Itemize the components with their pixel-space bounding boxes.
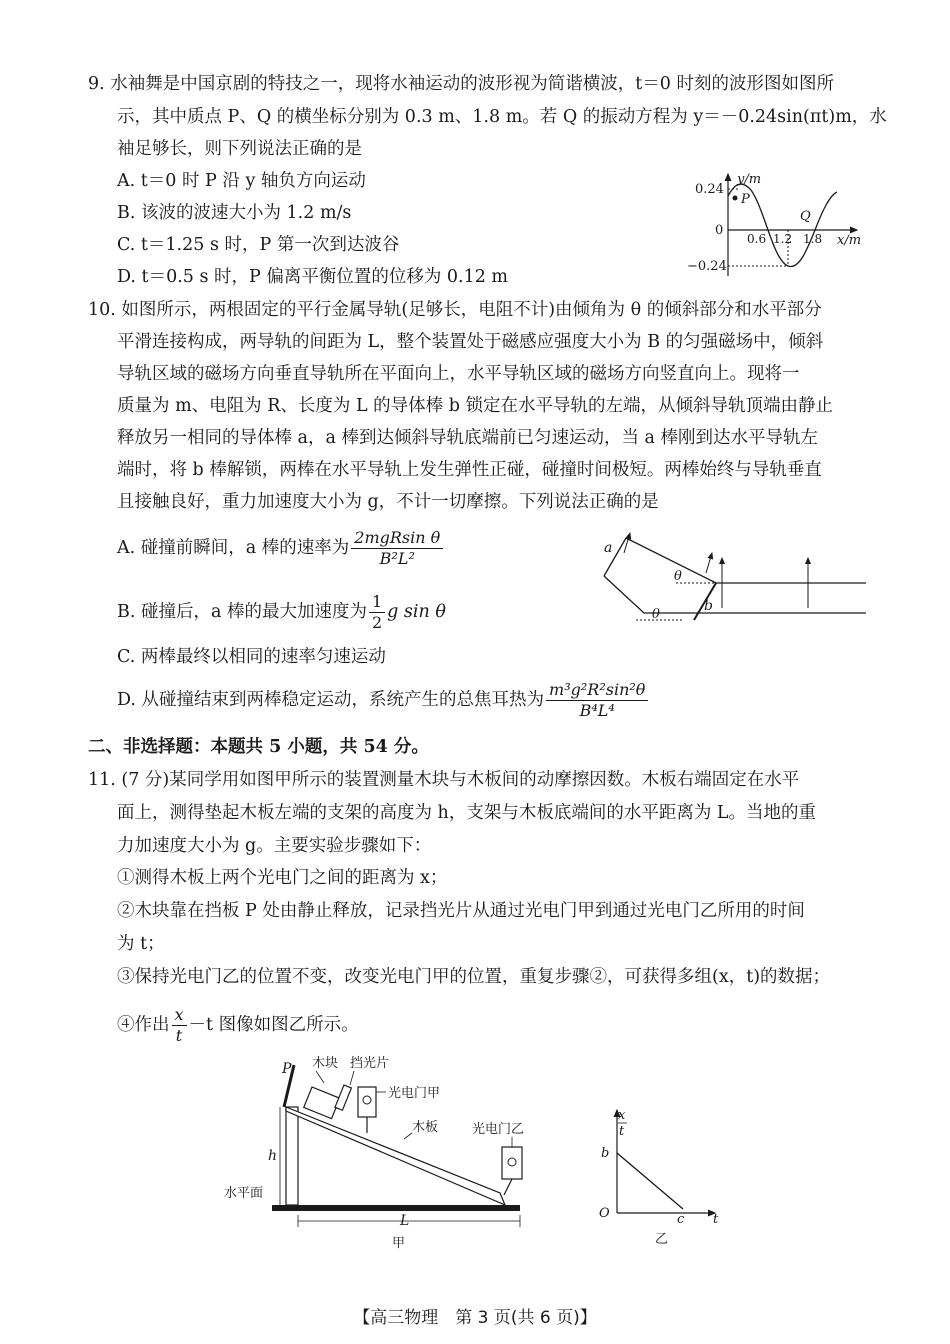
x-tick-0: 0.6 — [747, 232, 767, 246]
y-min-label: −0.24 — [687, 259, 727, 274]
q10-line5: 释放另一相同的导体棒 a，a 棒到达倾斜导轨底端前已匀速运动，当 a 棒刚到达水平导轨左 — [117, 428, 819, 448]
gate2-label: 光电门乙 — [472, 1122, 525, 1137]
y-axis-den: t — [619, 1124, 625, 1139]
point-p-dot — [733, 196, 738, 201]
q11-step2a: ②木块靠在挡板 P 处由静止释放，记录挡光片从通过光电门甲到通过光电门乙所用的时间 — [117, 901, 805, 921]
q10-option-d: D. 从碰撞结束到两棒稳定运动，系统产生的总焦耳热为 $\frac{\text{m³g²R²sin²θ}}{\text{B⁴L⁴}}$ — [117, 680, 650, 721]
t-axis-label: t — [713, 1212, 719, 1227]
intercept-b-label: b — [601, 1146, 610, 1161]
q9-line2: 示，其中质点 P、Q 的横坐标分别为 0.3 m、1.8 m。若 Q 的振动方程为 y＝－0.24sin(πt)m，水 — [117, 107, 887, 127]
page-footer: 【高三物理 第 3 页(共 6 页)】 — [353, 1308, 597, 1328]
q11-step1: ①测得木板上两个光电门之间的距离为 x； — [117, 868, 448, 888]
q10-line6: 端时，将 b 棒解锁，两棒在水平导轨上发生弹性正碰，碰撞时间极短。两棒始终与导轨垂直 — [117, 460, 822, 480]
board-label: 木板 — [412, 1120, 439, 1135]
rod-b-label: b — [704, 598, 713, 614]
q9-option-d: D. t＝0.5 s 时，P 偏离平衡位置的位移为 0.12 m — [117, 267, 509, 287]
fig-yi-caption: 乙 — [655, 1232, 669, 1247]
origin-label: 0 — [715, 223, 724, 238]
q10-line1: 10. 如图所示，两根固定的平行金属导轨(足够长，电阻不计)由倾角为 θ 的倾斜部分和水平部分 — [88, 300, 822, 320]
height-label: h — [268, 1148, 278, 1164]
origin-o-label: O — [599, 1206, 610, 1221]
theta-label-top: θ — [674, 569, 682, 584]
board-p-label: P — [282, 1061, 292, 1077]
q9-line1: 9. 水袖舞是中国京剧的特技之一，现将水袖运动的波形视为简谐横波，t＝0 时刻的波形图如图所 — [88, 74, 834, 94]
intercept-c-label: c — [677, 1212, 685, 1227]
y-axis-label: y/m — [737, 172, 762, 187]
length-label: L — [400, 1213, 410, 1229]
q10-line3: 导轨区域的磁场方向垂直导轨所在平面向上，水平导轨区域的磁场方向竖直向上。现将一 — [117, 364, 800, 384]
x-tick-1: 1.2 — [773, 232, 793, 246]
q9-option-a: A. t＝0 时 P 沿 y 轴负方向运动 — [117, 171, 366, 191]
q9-option-c: C. t＝1.25 s 时，P 第一次到达波谷 — [117, 235, 400, 255]
point-q-label: Q — [800, 209, 811, 224]
q10-line7: 且接触良好，重力加速度大小为 g，不计一切摩擦。下列说法正确的是 — [117, 492, 659, 512]
shutter-label: 挡光片 — [350, 1056, 390, 1071]
rod-a-label: a — [604, 540, 613, 556]
q10-line4: 质量为 m、电阻为 R、长度为 L 的导体棒 b 锁定在水平导轨的左端，从倾斜导轨顶端由静止 — [117, 396, 833, 416]
fig-jia-caption: 甲 — [392, 1236, 406, 1251]
q10-option-a: A. 碰撞前瞬间，a 棒的速率为 $\frac{\text{2mgRsin θ}}{\text{B²L²}}$ — [117, 528, 445, 569]
y-axis-num: x — [618, 1108, 626, 1123]
q11-graph-yi — [595, 1105, 735, 1250]
x-axis-label: x/m — [837, 233, 862, 248]
y-max-label: 0.24 — [695, 182, 724, 197]
q9-option-b: B. 该波的波速大小为 1.2 m/s — [117, 203, 352, 223]
q10-option-c: C. 两棒最终以相同的速率匀速运动 — [117, 647, 386, 667]
q11-line2: 面上，测得垫起木板左端的支架的高度为 h，支架与木板底端间的水平距离为 L。当地的重 — [117, 803, 817, 823]
q11-step4: ④作出 $\frac{x}{t}$ －t 图像如图乙所示。 — [117, 1005, 359, 1045]
ground-label: 水平面 — [224, 1186, 264, 1201]
q11-apparatus-jia — [220, 1045, 540, 1255]
section-heading: 二、非选择题：本题共 5 小题，共 54 分。 — [88, 737, 429, 757]
point-p-label: P — [741, 192, 750, 207]
x-tick-2: 1.8 — [803, 232, 823, 246]
q9-wave-graph — [685, 168, 870, 283]
theta-label-bottom: θ — [652, 607, 660, 622]
q11-line1: 11. (7 分)某同学用如图甲所示的装置测量木块与木板间的动摩擦因数。木板右端固定在水平 — [88, 770, 800, 790]
q11-step2b: 为 t； — [117, 934, 165, 954]
q10-option-b: B. 碰撞后，a 棒的最大加速度为 $\frac{1}{2}$ g sin θ — [117, 592, 446, 632]
block-label: 木块 — [312, 1056, 339, 1071]
q10-rail-diagram — [596, 528, 876, 628]
gate1-label: 光电门甲 — [388, 1086, 441, 1101]
q11-step3: ③保持光电门乙的位置不变，改变光电门甲的位置，重复步骤②，可获得多组(x，t)的数据； — [117, 967, 831, 987]
q11-line3: 力加速度大小为 g。主要实验步骤如下： — [117, 836, 432, 856]
q10-line2: 平滑连接构成，两导轨的间距为 L，整个装置处于磁感应强度大小为 B 的匀强磁场中，倾斜 — [117, 332, 824, 352]
q9-line3: 袖足够长，则下列说法正确的是 — [117, 139, 362, 159]
